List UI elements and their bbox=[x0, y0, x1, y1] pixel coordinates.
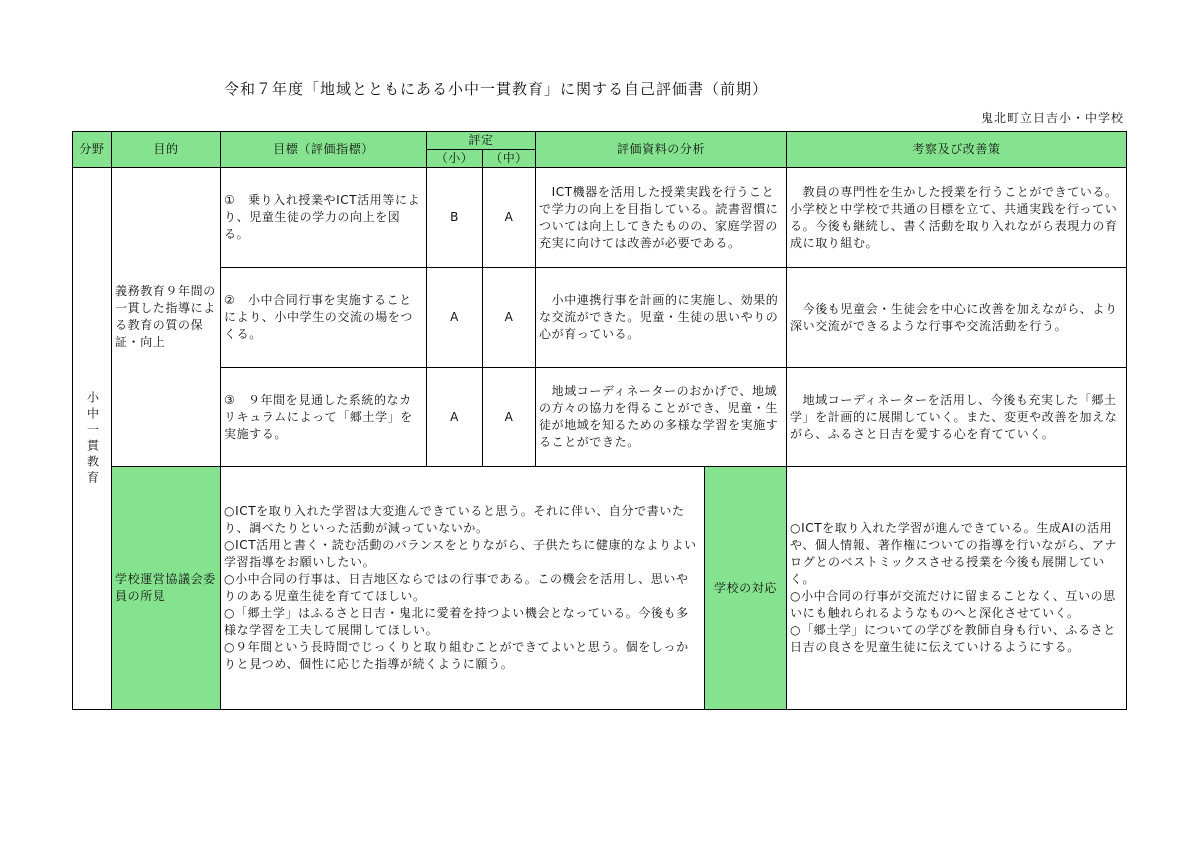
header-rating-junior: （中） bbox=[482, 149, 536, 168]
header-rating-elementary: （小） bbox=[426, 149, 483, 168]
goal-cell-3 bbox=[220, 367, 427, 467]
header-rating: 評定 bbox=[426, 131, 536, 150]
header-analysis: 評価資料の分析 bbox=[535, 131, 787, 168]
analysis-cell-2 bbox=[535, 267, 787, 368]
analysis-cell-3 bbox=[535, 367, 787, 467]
analysis-text: ICT機器を活用した授業実践を行うことで学力の向上を目指している。読書習慣については向上してきたものの、家庭学習の充実に向けては改善が必要である。 bbox=[539, 184, 779, 250]
header-purpose: 目的 bbox=[111, 131, 221, 168]
field-label: 小中一貫教育 bbox=[85, 390, 100, 487]
analysis-text: 小中連携行事を計画的に実施し、効果的な交流ができた。児童・生徒の思いやりの心が育っている。 bbox=[539, 293, 779, 341]
response-item: ○小中合同の行事が交流だけに留まることなく、互いの思いにも触れられるようなものへと深化させていく。 bbox=[790, 589, 1116, 620]
council-opinion: ○ICTを取り入れた学習は大変進んできていると思う。それに伴い、自分で書いたり、調べたりといった活動が減っていないか。 bbox=[224, 504, 685, 535]
improvement-text: 今後も児童会・生徒会を中心に改善を加えながら、より深い交流ができるような行事や交流活動を行う。 bbox=[790, 301, 1118, 333]
goal-text: ① 乗り入れ授業やICT活用等により、児童生徒の学力の向上を図る。 bbox=[224, 193, 421, 241]
council-opinion: ○ICT活用と書く・読む活動のバランスをとりながら、子供たちに健康的なよりよい学習指導をお願いしたい。 bbox=[224, 538, 697, 569]
council-opinion: ○小中合同の行事は、日吉地区ならではの行事である。この機会を活用し、思いやりのある児童生徒を育ててほしい。 bbox=[224, 572, 689, 603]
rating-elementary-3: A bbox=[426, 367, 483, 467]
field-cell bbox=[72, 167, 112, 710]
school-name: 鬼北町立日吉小・中学校 bbox=[980, 111, 1124, 125]
council-opinions-list bbox=[224, 503, 701, 673]
rating-junior-1: A bbox=[482, 167, 536, 268]
purpose-cell bbox=[111, 167, 221, 467]
response-label-cell bbox=[704, 466, 787, 710]
response-items-cell bbox=[786, 466, 1127, 710]
council-label: 学校運営協議会委員の所見 bbox=[115, 572, 216, 603]
goal-text: ② 小中合同行事を実施することにより、小中学生の交流の場をつくる。 bbox=[224, 293, 414, 341]
council-label-cell bbox=[111, 466, 221, 710]
goal-cell-2 bbox=[220, 267, 427, 368]
improvement-cell-2 bbox=[786, 267, 1127, 368]
rating-junior-3: A bbox=[482, 367, 536, 467]
council-opinions-cell bbox=[220, 466, 705, 710]
improvement-text: 地域コーディネーターを活用し、今後も充実した「郷土学」を計画的に展開していく。また、変更や改善を加えながら、ふるさと日吉を愛する心を育てていく。 bbox=[790, 392, 1118, 441]
header-field: 分野 bbox=[72, 131, 112, 168]
header-goal: 目標（評価指標） bbox=[220, 131, 427, 168]
response-items-list bbox=[790, 520, 1123, 656]
council-opinion: ○「郷土学」はふるさと日吉・鬼北に愛着を持つよい機会となっている。今後も多様な学習を工夫して展開してほしい。 bbox=[224, 606, 689, 637]
improvement-cell-1 bbox=[786, 167, 1127, 268]
rating-elementary-2: A bbox=[426, 267, 483, 368]
council-opinion: ○９年間という長時間でじっくりと取り組むことができてよいと思う。個をしっかりと見つめ、個性に応じた指導が続くように願う。 bbox=[224, 640, 689, 671]
rating-junior-2: A bbox=[482, 267, 536, 368]
response-item: ○ICTを取り入れた学習が進んできている。生成AIの活用や、個人情報、著作権についての指導を行いながら、アナログとのベストミックスさせる授業を今後も展開していく。 bbox=[790, 521, 1118, 586]
goal-text: ③ ９年間を見通した系統的なカリキュラムによって「郷土学」を実施する。 bbox=[224, 392, 413, 441]
response-item: ○「郷土学」についての学びを教師自身も行い、ふるさと日吉の良さを児童生徒に伝えていけるようにする。 bbox=[790, 623, 1116, 654]
response-label: 学校の対応 bbox=[713, 580, 777, 595]
improvement-text: 教員の専門性を生かした授業を行うことができている。小学校と中学校で共通の目標を立て、共通実践を行っている。今後も継続し、書く活動を取り入れながら表現力の育成に取り組む。 bbox=[790, 184, 1118, 250]
goal-cell-1 bbox=[220, 167, 427, 268]
rating-elementary-1: B bbox=[426, 167, 483, 268]
purpose-text: 義務教育９年間の一貫した指導による教育の質の保証・向上 bbox=[115, 284, 216, 349]
analysis-cell-1 bbox=[535, 167, 787, 268]
header-improvement: 考察及び改善策 bbox=[786, 131, 1127, 168]
document-title: 令和７年度「地域とともにある小中一貫教育」に関する自己評価書（前期） bbox=[224, 80, 769, 98]
analysis-text: 地域コーディネーターのおかげで、地域の方々の協力を得ることができ、児童・生徒が地域を知るための多様な学習を実施することができた。 bbox=[539, 384, 779, 449]
improvement-cell-3 bbox=[786, 367, 1127, 467]
